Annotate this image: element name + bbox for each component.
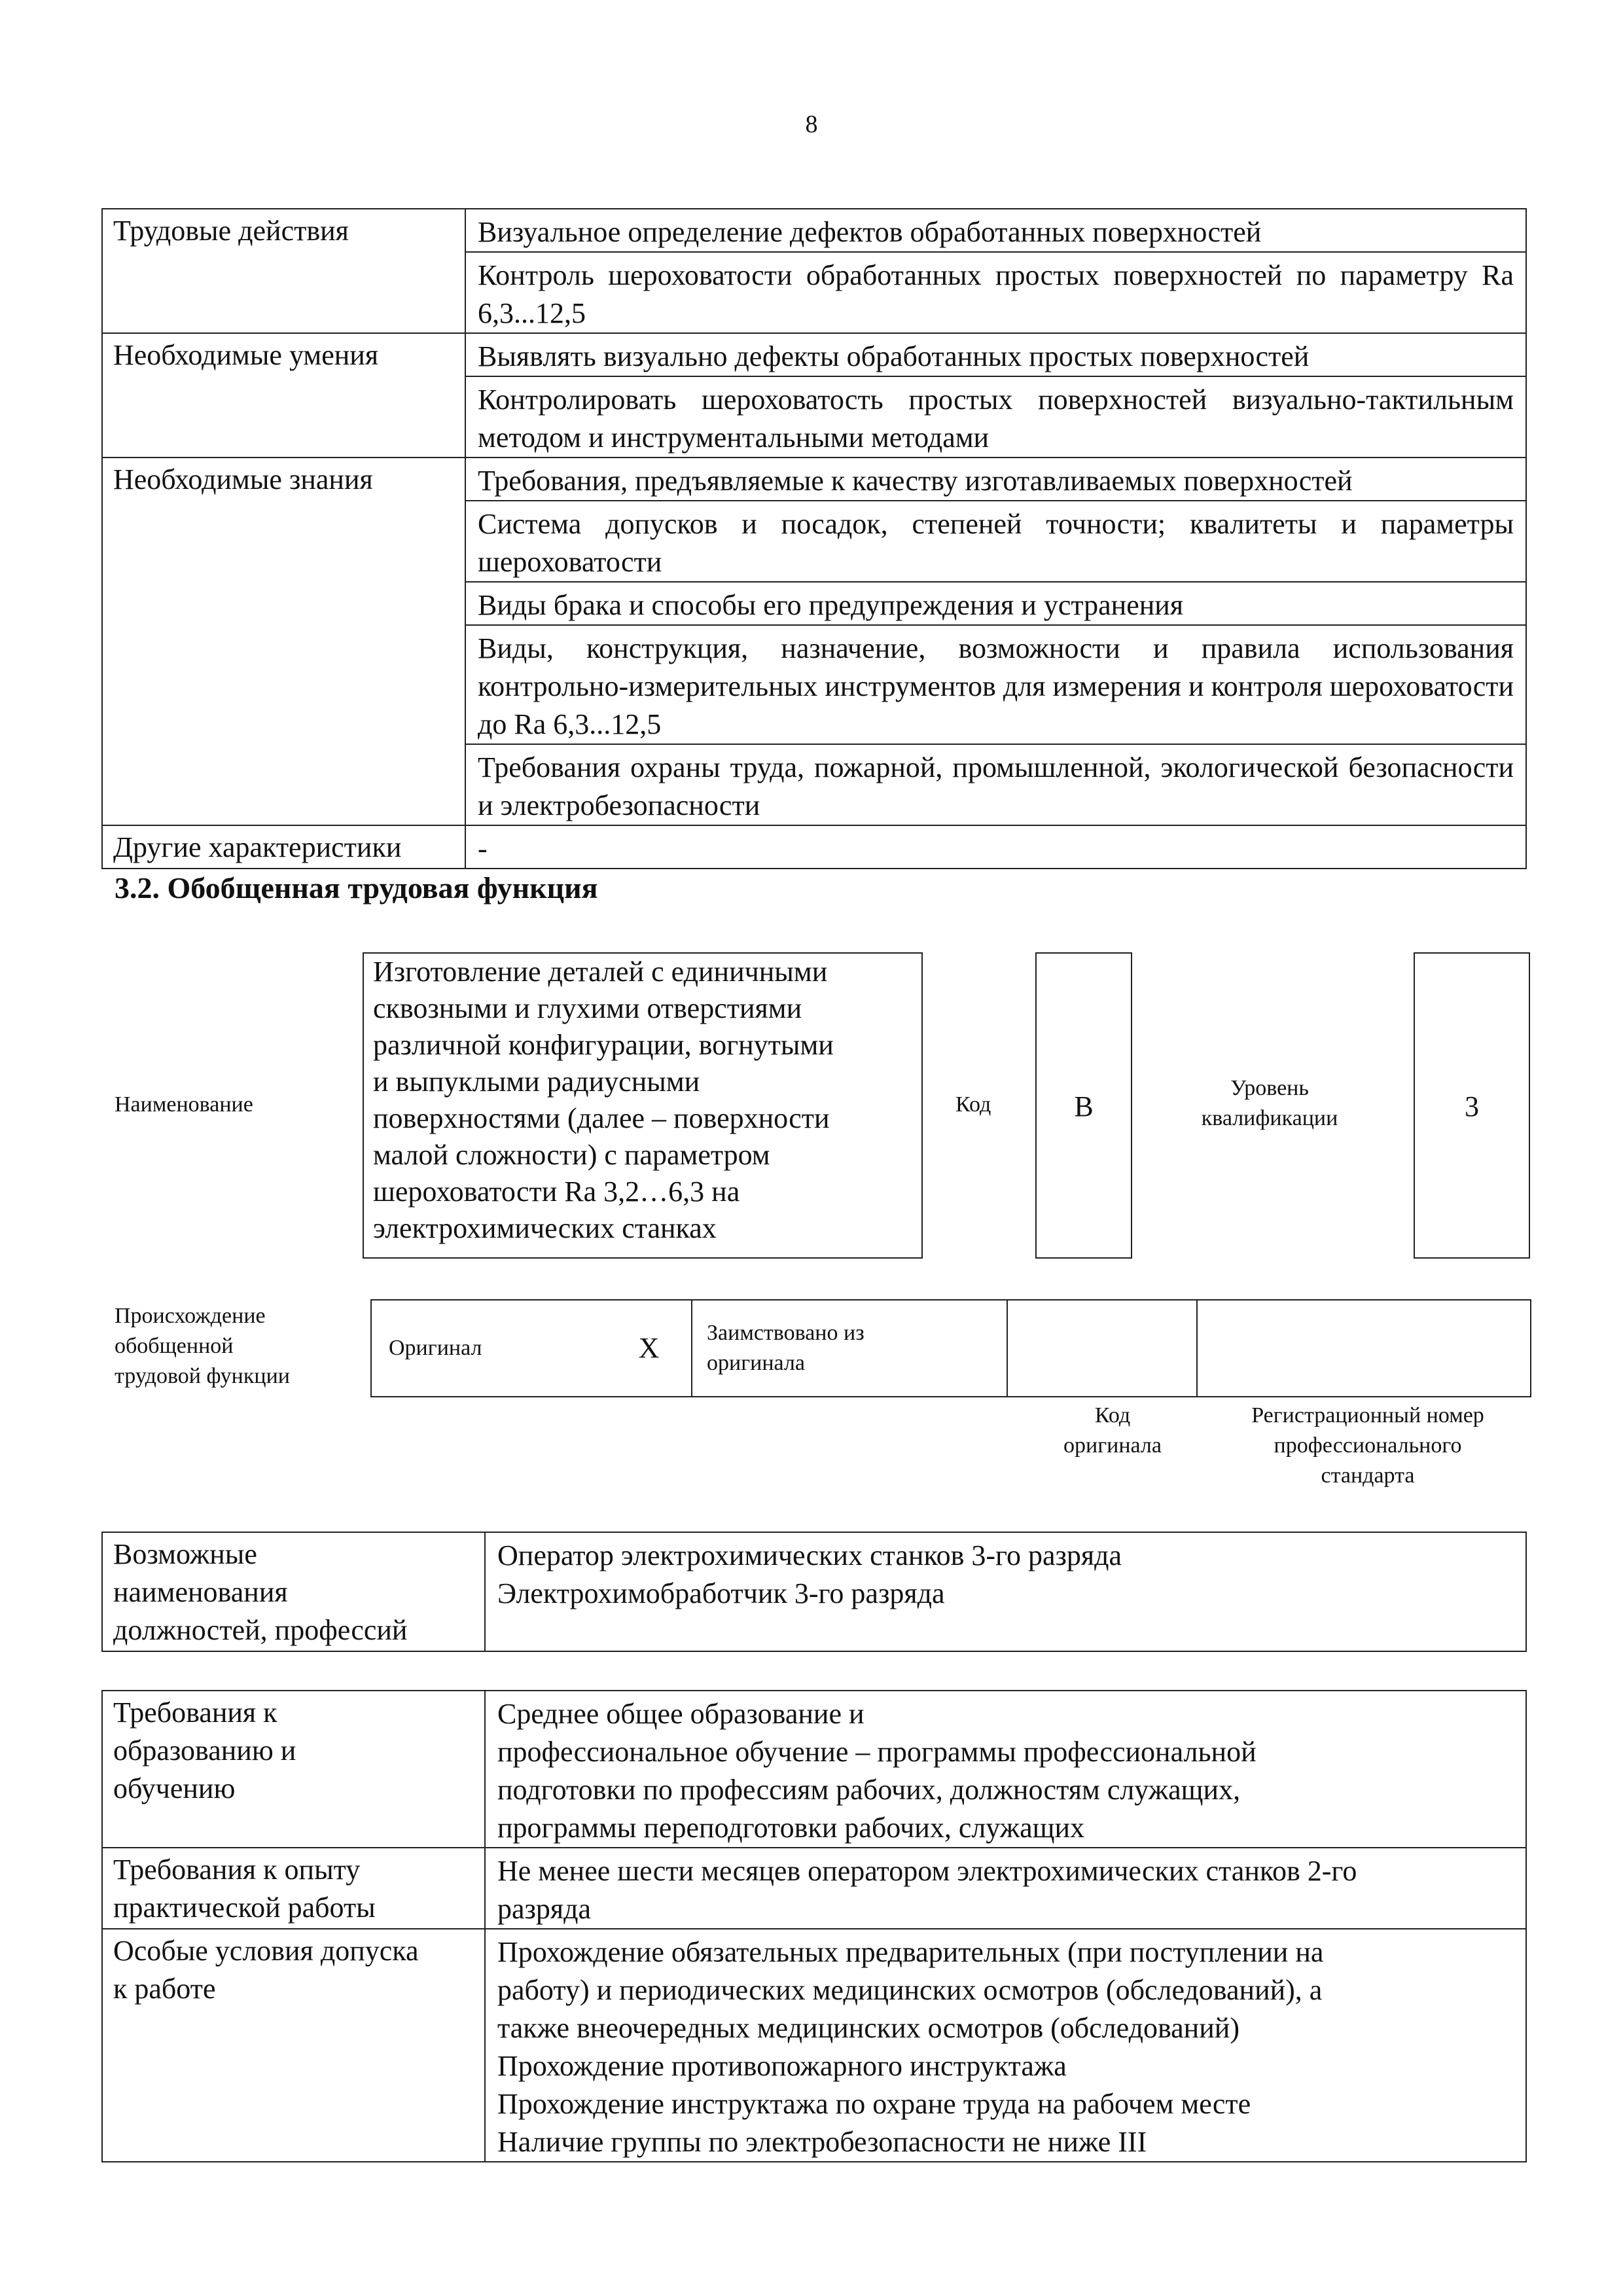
table-row	[102, 209, 1526, 252]
function-name-box	[363, 952, 923, 1259]
experience-label	[102, 1848, 485, 1929]
level-label-line: квалификации	[1201, 1106, 1338, 1130]
value-line: работу) и периодических медицинских осмотров (обследований), а	[497, 1974, 1323, 2006]
label-line: к работе	[113, 1973, 216, 2005]
admission-label	[102, 1929, 485, 2162]
level-label-line: Уровень	[1230, 1076, 1309, 1100]
caption-line: Регистрационный номер	[1251, 1403, 1484, 1427]
qualification-level-value: 3	[1414, 952, 1530, 1259]
education-label	[102, 1691, 485, 1848]
row-label: Трудовые действия	[102, 209, 465, 333]
requirements-table	[101, 1690, 1527, 2162]
label-line: практической работы	[113, 1892, 376, 1924]
label-line: обучению	[113, 1772, 236, 1804]
origin-label-line: обобщенной	[115, 1334, 234, 1358]
function-name-line: и выпуклыми радиусными	[373, 1066, 700, 1098]
table-row	[371, 1300, 1531, 1397]
origin-label	[115, 1301, 363, 1391]
borrowed-label	[692, 1300, 1007, 1397]
value-line: Не менее шести месяцев оператором электрохимических станков 2-го	[497, 1855, 1357, 1887]
original-mark: X	[607, 1300, 692, 1397]
labor-function-table	[101, 208, 1527, 869]
label-line: Возможные	[113, 1538, 257, 1570]
row-item: Виды брака и способы его предупреждения и устранения	[465, 582, 1526, 625]
education-value	[485, 1691, 1526, 1848]
table-row	[102, 1929, 1526, 2162]
borrowed-line: оригинала	[707, 1351, 805, 1375]
caption-line: Код	[1094, 1403, 1131, 1427]
value-line: Среднее общее образование и	[497, 1698, 865, 1730]
table-row	[102, 333, 1526, 376]
value-line: разряда	[497, 1893, 592, 1925]
function-name-line: электрохимических станках	[373, 1212, 717, 1244]
function-name-line: различной конфигурации, вогнутыми	[373, 1029, 834, 1061]
table-row	[102, 825, 1526, 869]
position-item: Электрохимобработчик 3-го разряда	[497, 1577, 945, 1609]
value-line: Наличие группы по электробезопасности не ниже III	[497, 2126, 1147, 2158]
admission-value	[485, 1929, 1526, 2162]
function-name-line: Изготовление деталей с единичными	[373, 956, 828, 988]
borrowed-line: Заимствовано из	[707, 1321, 865, 1345]
positions-values	[485, 1532, 1526, 1651]
value-line: программы переподготовки рабочих, служащих	[497, 1812, 1085, 1844]
name-label: Наименование	[115, 1092, 253, 1117]
row-item: Визуальное определение дефектов обработанных поверхностей	[465, 209, 1526, 252]
row-item: -	[465, 825, 1526, 869]
registration-number-caption	[1204, 1401, 1531, 1491]
origin-label-line: Происхождение	[115, 1304, 266, 1328]
row-item: Выявлять визуально дефекты обработанных простых поверхностей	[465, 333, 1526, 376]
positions-label	[102, 1532, 485, 1651]
label-line: наименования	[113, 1576, 288, 1608]
function-name-line: поверхностями (далее – поверхности	[373, 1102, 830, 1134]
label-line: Требования к	[113, 1696, 277, 1729]
page-number: 8	[805, 111, 818, 138]
original-code-caption	[1034, 1401, 1191, 1461]
original-label: Оригинал	[371, 1300, 607, 1397]
section-title: 3.2. Обобщенная трудовая функция	[115, 871, 598, 905]
label-line: Требования к опыту	[113, 1854, 361, 1886]
row-item: Требования охраны труда, пожарной, промышленной, экологической безопасности и электробезопасности	[465, 744, 1526, 825]
value-line: подготовки по профессиям рабочих, должностям служащих,	[497, 1774, 1241, 1806]
registration-number-cell	[1197, 1300, 1531, 1397]
origin-table	[370, 1299, 1531, 1397]
origin-label-line: трудовой функции	[115, 1364, 290, 1388]
code-label: Код	[955, 1092, 991, 1117]
row-item: Контроль шероховатости обработанных простых поверхностей по параметру Ra 6,3...12,5	[465, 252, 1526, 333]
value-line: Прохождение противопожарного инструктажа	[497, 2050, 1067, 2082]
label-line: должностей, профессий	[113, 1614, 408, 1646]
code-value: B	[1035, 952, 1132, 1259]
position-item: Оператор электрохимических станков 3-го разряда	[497, 1539, 1122, 1571]
experience-value	[485, 1848, 1526, 1929]
label-line: Особые условия допуска	[113, 1935, 419, 1967]
row-label: Необходимые умения	[102, 333, 465, 457]
row-label: Необходимые знания	[102, 457, 465, 825]
row-item: Контролировать шероховатость простых поверхностей визуально-тактильным методом и инструментальными методами	[465, 376, 1526, 457]
caption-line: стандарта	[1321, 1463, 1415, 1488]
function-name-line: сквозными и глухими отверстиями	[373, 992, 802, 1024]
row-item: Система допусков и посадок, степеней точности; квалитеты и параметры шероховатости	[465, 501, 1526, 582]
label-line: образованию и	[113, 1734, 296, 1767]
row-item: Виды, конструкция, назначение, возможности и правила использования контрольно-измерительных инструментов для измерения и контроля шероховатости до Ra 6,3...12,5	[465, 625, 1526, 744]
value-line: профессиональное обучение – программы профессиональной	[497, 1736, 1257, 1768]
table-row	[102, 1532, 1526, 1651]
table-row	[102, 457, 1526, 501]
function-name-line: шероховатости Ra 3,2…6,3 на	[373, 1175, 740, 1208]
qualification-level-label	[1152, 1073, 1387, 1134]
value-line: Прохождение обязательных предварительных (при поступлении на	[497, 1936, 1324, 1968]
original-code-cell	[1007, 1300, 1197, 1397]
row-item: Требования, предъявляемые к качеству изготавливаемых поверхностей	[465, 457, 1526, 501]
value-line: Прохождение инструктажа по охране труда на рабочем месте	[497, 2088, 1251, 2120]
row-label: Другие характеристики	[102, 825, 465, 869]
table-row	[102, 1848, 1526, 1929]
value-line: также внеочередных медицинских осмотров (обследований)	[497, 2012, 1240, 2044]
caption-line: оригинала	[1063, 1433, 1162, 1458]
function-name-line: малой сложности) с параметром	[373, 1139, 770, 1171]
positions-table	[101, 1532, 1527, 1652]
table-row	[102, 1691, 1526, 1848]
caption-line: профессионального	[1274, 1433, 1462, 1458]
